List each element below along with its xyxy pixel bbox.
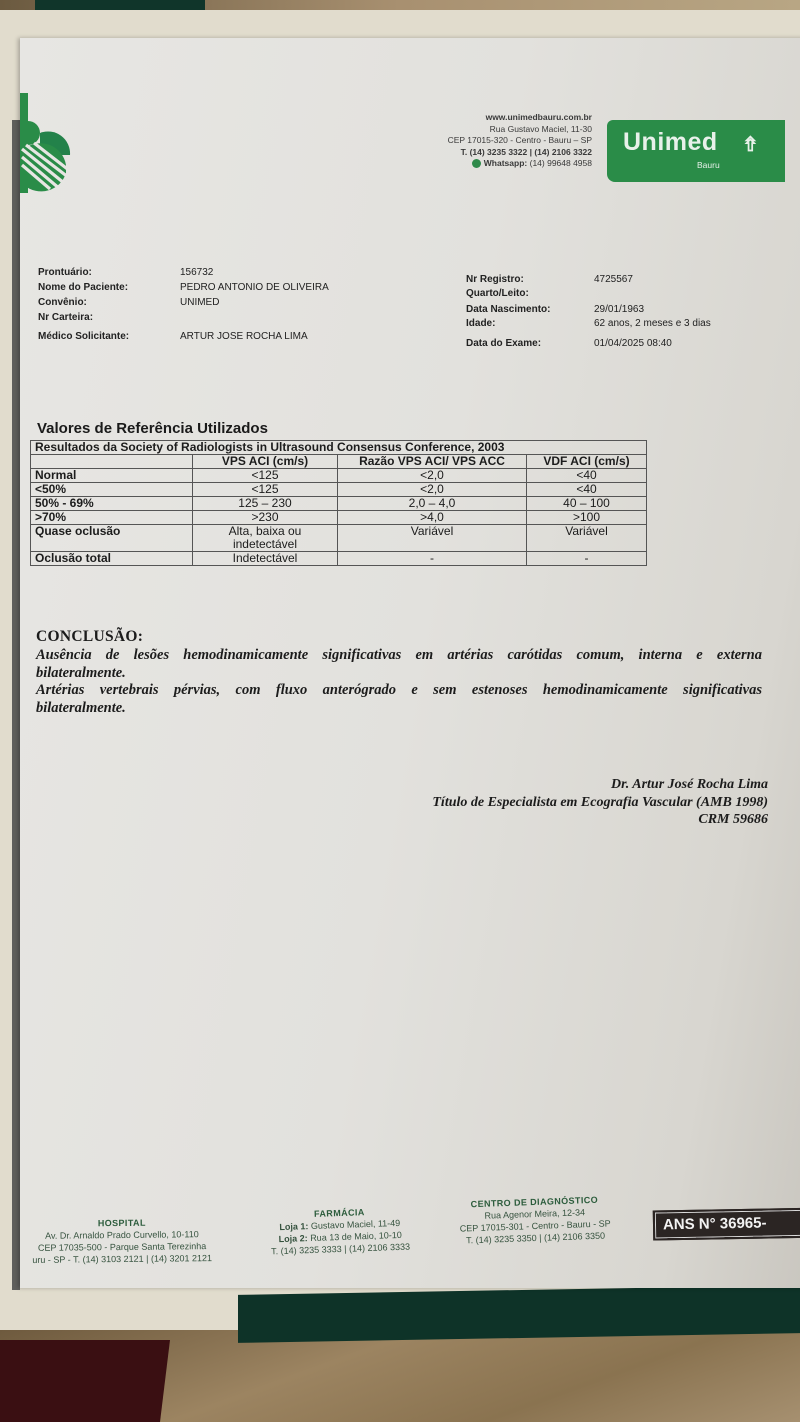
footer-centro-diagnostico xyxy=(439,1193,631,1248)
reference-table xyxy=(30,440,647,566)
table-row xyxy=(31,525,647,552)
info-value: 01/04/2025 08:40 xyxy=(594,338,672,349)
header-address-line2: CEP 17015-320 - Centro - Bauru – SP xyxy=(447,135,592,145)
table-cell: >100 xyxy=(527,511,647,525)
column-header: VPS ACI (cm/s) xyxy=(193,455,338,469)
header-contact-block xyxy=(448,112,592,170)
physician-title: Título de Especialista em Ecografia Vascular (AMB 1998) xyxy=(432,794,768,810)
row-category: Oclusão total xyxy=(31,552,193,566)
brand-city: Bauru xyxy=(697,160,720,170)
table-cell: 2,0 – 4,0 xyxy=(338,497,527,511)
table-row xyxy=(31,483,647,497)
table-cell: >230 xyxy=(193,511,338,525)
table-cell: <40 xyxy=(527,469,647,483)
table-cell: 125 – 230 xyxy=(193,497,338,511)
conclusion-section xyxy=(36,628,762,717)
signature-block xyxy=(432,776,768,829)
loja2-label: Loja 2: xyxy=(278,1233,308,1245)
conclusion-paragraph: Artérias vertebrais pérvias, com fluxo anterógrado e sem estenoses hemodinamicamente significativas bilateralmente. xyxy=(36,682,762,716)
physician-crm: CRM 59686 xyxy=(698,812,768,827)
row-category: 50% - 69% xyxy=(31,497,193,511)
info-label: Data do Exame: xyxy=(466,338,542,349)
unimed-brand-badge xyxy=(607,120,785,182)
info-value: UNIMED xyxy=(180,297,220,308)
background-red-cloth xyxy=(0,1340,170,1422)
footer-centro-line1: Rua Agenor Meira, 12-34 xyxy=(484,1207,586,1221)
row-category: Quase oclusão xyxy=(31,525,193,552)
table-row xyxy=(31,497,647,511)
footer-farmacia-phone: T. (14) 3235 3333 | (14) 2106 3333 xyxy=(271,1241,411,1257)
table-row xyxy=(31,511,647,525)
footer-hospital-line3: uru - SP - T. (14) 3103 2121 | (14) 3201 2121 xyxy=(32,1253,213,1265)
footer-hospital-title: HOSPITAL xyxy=(97,1217,146,1229)
header-address-line1: Rua Gustavo Maciel, 11-30 xyxy=(489,123,592,134)
page-binding-edge xyxy=(12,120,20,1290)
loja1-label: Loja 1: xyxy=(279,1221,309,1233)
table-row xyxy=(31,552,647,566)
conclusion-title: CONCLUSÃO: xyxy=(36,628,144,645)
info-label: Nome do Paciente: xyxy=(38,282,129,293)
whatsapp-icon xyxy=(472,159,481,168)
info-value: 62 anos, 2 meses e 3 dias xyxy=(594,318,711,329)
footer-centro-line2: CEP 17015-301 - Centro - Bauru - SP xyxy=(459,1218,611,1234)
footer-hospital-line2: CEP 17035-500 - Parque Santa Terezinha xyxy=(37,1241,207,1253)
patient-info-left xyxy=(38,266,418,346)
footer-farmacia-title: FARMÁCIA xyxy=(313,1207,365,1219)
footer-farmacia xyxy=(251,1204,429,1258)
whatsapp-label: Whatsapp: xyxy=(483,158,528,168)
table-cell: <40 xyxy=(527,483,647,497)
row-category: >70% xyxy=(31,511,193,525)
ans-registration-badge: ANS N° 36965- xyxy=(653,1208,800,1241)
info-label: Médico Solicitante: xyxy=(38,331,130,342)
header-phone: T. (14) 3235 3322 | (14) 2106 3322 xyxy=(460,146,592,157)
row-category: Normal xyxy=(31,469,193,483)
header-whatsapp xyxy=(448,158,592,170)
table-row xyxy=(31,469,647,483)
folder-green-band-bottom xyxy=(238,1285,800,1343)
table-cell: >4,0 xyxy=(338,511,527,525)
table-cell: <125 xyxy=(193,483,338,497)
footer-centro-phone: T. (14) 3235 3350 | (14) 2106 3350 xyxy=(466,1230,606,1246)
patient-info-right xyxy=(466,273,766,353)
unimed-tree-icon: ⇮ xyxy=(742,134,759,156)
info-label: Data Nascimento: xyxy=(466,304,551,315)
table-cell: <2,0 xyxy=(338,483,527,497)
physician-name: Dr. Artur José Rocha Lima xyxy=(610,777,768,792)
info-label: Prontuário: xyxy=(38,267,92,278)
table-cell: Variável xyxy=(338,525,527,552)
column-header: Razão VPS ACI/ VPS ACC xyxy=(338,455,527,469)
reference-title: Valores de Referência Utilizados xyxy=(37,420,268,437)
footer-hospital-line1: Av. Dr. Arnaldo Prado Curvello, 10-110 xyxy=(45,1229,199,1241)
website-link[interactable]: www.unimedbauru.com.br xyxy=(485,112,592,122)
column-header xyxy=(31,455,193,469)
info-value: ARTUR JOSE ROCHA LIMA xyxy=(180,331,308,342)
row-category: <50% xyxy=(31,483,193,497)
unimed-hospital-logo-icon xyxy=(14,93,74,193)
info-value: PEDRO ANTONIO DE OLIVEIRA xyxy=(180,282,329,293)
info-label: Convênio: xyxy=(38,297,87,308)
loja1-address: Gustavo Maciel, 11-49 xyxy=(310,1217,401,1232)
conclusion-paragraph: Ausência de lesões hemodinamicamente significativas em artérias carótidas comum, interna e externa bilateralmente. xyxy=(36,647,762,681)
reference-caption: Resultados da Society of Radiologists in Ultrasound Consensus Conference, 2003 xyxy=(31,441,647,455)
info-value: 29/01/1963 xyxy=(594,304,645,315)
table-cell: Alta, baixa ou indetectável xyxy=(193,525,338,552)
table-cell: Variável xyxy=(527,525,647,552)
info-value: 156732 xyxy=(180,267,214,278)
whatsapp-number: (14) 99648 4958 xyxy=(529,158,592,168)
table-cell: <2,0 xyxy=(338,469,527,483)
info-label: Idade: xyxy=(466,318,496,329)
footer-hospital xyxy=(16,1216,228,1266)
info-label: Quarto/Leito: xyxy=(466,288,529,299)
table-cell: - xyxy=(527,552,647,566)
table-cell: <125 xyxy=(193,469,338,483)
footer-centro-title: CENTRO DE DIAGNÓSTICO xyxy=(470,1194,599,1210)
column-header: VDF ACI (cm/s) xyxy=(527,455,647,469)
table-cell: 40 – 100 xyxy=(527,497,647,511)
loja2-address: Rua 13 de Maio, 10-10 xyxy=(310,1229,402,1244)
brand-name: Unimed xyxy=(623,128,718,156)
table-cell: Indetectável xyxy=(193,552,338,566)
table-cell: - xyxy=(338,552,527,566)
info-value: 4725567 xyxy=(594,274,633,285)
info-label: Nr Carteira: xyxy=(38,312,94,323)
info-label: Nr Registro: xyxy=(466,274,524,285)
